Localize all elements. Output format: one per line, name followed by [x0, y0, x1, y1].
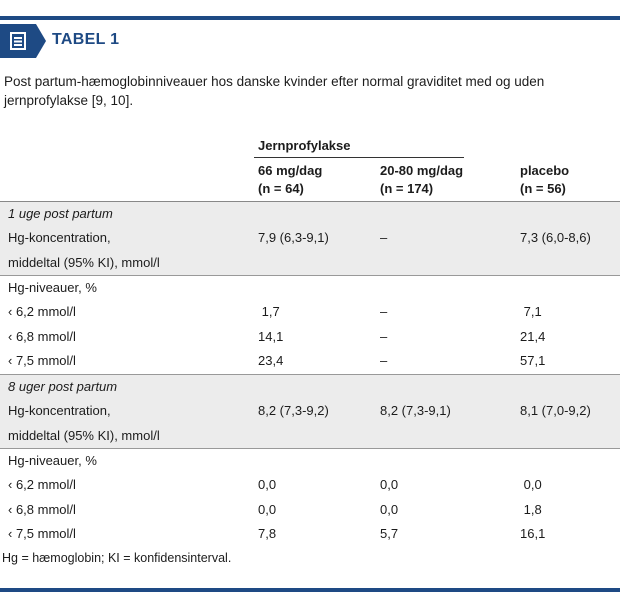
table-row	[0, 226, 620, 250]
cell-66mg: 8,2 (7,3-9,2)	[258, 403, 329, 419]
table-row	[0, 300, 620, 324]
cell-66mg: 7,8	[258, 526, 277, 542]
row-label: ‹ 6,2 mmol/l	[8, 304, 76, 320]
column-header-line1: placebo	[520, 163, 570, 178]
row-label: 8 uger post partum	[8, 379, 118, 394]
row-label: ‹ 7,5 mmol/l	[8, 526, 76, 542]
cell-placebo: 1,8	[520, 501, 542, 517]
top-rule	[0, 16, 620, 20]
cell-66mg: 0,0	[258, 501, 277, 517]
cell-66mg: 1,7	[258, 304, 280, 320]
row-label: Hg-koncentration,	[8, 403, 111, 419]
cell-placebo: 7,1	[520, 304, 542, 320]
row-label: Hg-niveauer, %	[8, 453, 97, 468]
table-footnote: Hg = hæmoglobin; KI = konfidensinterval.	[2, 551, 232, 565]
cell-placebo: 21,4	[520, 328, 546, 344]
bottom-rule	[0, 588, 620, 592]
row-label: ‹ 7,5 mmol/l	[8, 353, 76, 369]
column-header-20-80mg	[380, 162, 463, 198]
column-header-placebo	[520, 162, 569, 198]
column-header-66mg	[258, 162, 322, 198]
cell-placebo: 57,1	[520, 353, 546, 369]
column-header-line2: (n = 174)	[380, 181, 434, 196]
cell-20-80mg: –	[380, 230, 388, 246]
cell-placebo: 0,0	[520, 477, 542, 493]
row-label: middeltal (95% KI), mmol/l	[8, 427, 160, 443]
table-row	[0, 349, 620, 373]
cell-66mg: 7,9 (6,3-9,1)	[258, 230, 329, 246]
row-label: ‹ 6,8 mmol/l	[8, 328, 76, 344]
cell-20-80mg: 0,0	[380, 477, 399, 493]
table-row	[0, 473, 620, 497]
cell-placebo: 8,1 (7,0-9,2)	[520, 403, 591, 419]
row-label: Hg-niveauer, %	[8, 280, 97, 295]
column-group-rule	[254, 157, 464, 158]
column-header-line1: 20-80 mg/dag	[380, 163, 464, 178]
table-header	[0, 24, 620, 58]
cell-20-80mg: –	[380, 304, 388, 320]
cell-placebo: 16,1	[520, 526, 546, 542]
row-label: Hg-koncentration,	[8, 230, 111, 246]
row-label: middeltal (95% KI), mmol/l	[8, 254, 160, 270]
table-row	[0, 424, 620, 448]
table-row	[0, 449, 620, 473]
table-row	[0, 251, 620, 275]
table-caption: Post partum-hæmoglobinniveauer hos danske kvinder efter normal graviditet med og uden jernprofylakse [9, 10].	[4, 74, 545, 108]
row-label: ‹ 6,8 mmol/l	[8, 501, 76, 517]
table-title: TABEL 1	[52, 31, 120, 48]
table-row	[0, 375, 620, 399]
column-group-label: Jernprofylakse	[258, 138, 351, 153]
table-row	[0, 276, 620, 300]
document-list-icon	[0, 24, 36, 58]
cell-66mg: 14,1	[258, 328, 284, 344]
table-row	[0, 325, 620, 349]
column-header-line2: (n = 56)	[520, 181, 566, 196]
cell-66mg: 23,4	[258, 353, 284, 369]
row-label: ‹ 6,2 mmol/l	[8, 477, 76, 493]
cell-20-80mg: –	[380, 353, 388, 369]
column-header-line1: 66 mg/dag	[258, 163, 323, 178]
cell-20-80mg: 5,7	[380, 526, 399, 542]
table-row	[0, 522, 620, 546]
row-label: 1 uge post partum	[8, 206, 113, 221]
cell-20-80mg: 8,2 (7,3-9,1)	[380, 403, 451, 419]
cell-66mg: 0,0	[258, 477, 277, 493]
table-row	[0, 498, 620, 522]
column-header-line2: (n = 64)	[258, 181, 304, 196]
cell-20-80mg: –	[380, 328, 388, 344]
cell-20-80mg: 0,0	[380, 501, 399, 517]
table-row	[0, 202, 620, 226]
table-row	[0, 399, 620, 423]
cell-placebo: 7,3 (6,0-8,6)	[520, 230, 591, 246]
